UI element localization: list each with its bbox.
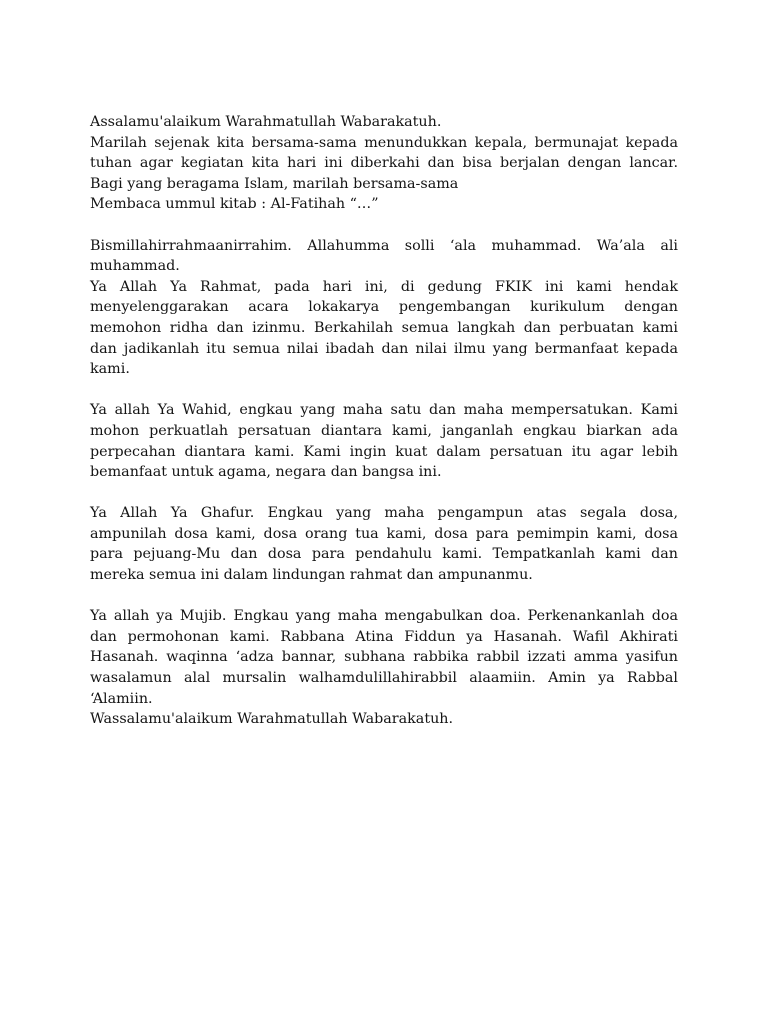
greeting-line: Assalamu'alaikum Warahmatullah Wabarakatuh. — [90, 114, 442, 130]
paragraph-wahid — [90, 400, 678, 482]
paragraph-line: Ya allah ya Mujib. Engkau yang maha mengabulkan doa. Perkenankanlah doa — [90, 608, 678, 625]
paragraph-line: dan jadikanlah itu semua nilai ibadah dan nilai ilmu yang bermanfaat kepada — [90, 340, 678, 357]
paragraph-line: perpecahan diantara kami. Kami ingin kuat dalam persatuan itu agar lebih — [90, 443, 678, 460]
paragraph-rahmat — [90, 236, 678, 380]
opening-block — [90, 112, 678, 215]
intro-line: Membaca ummul kitab : Al-Fatihah “…” — [90, 196, 379, 213]
paragraph-ghafur — [90, 503, 678, 585]
paragraph-mujib — [90, 606, 678, 730]
document-body — [90, 112, 678, 750]
intro-line: Marilah sejenak kita bersama-sama menundukkan kepala, bermunajat kepada — [90, 134, 678, 151]
paragraph-line: ‘Alamiin. — [90, 690, 153, 707]
paragraph-line: ampunilah dosa kami, dosa orang tua kami, dosa para pemimpin kami, dosa — [90, 525, 678, 542]
paragraph-line: para pejuang-Mu dan dosa para pendahulu kami. Tempatkanlah kami dan — [90, 546, 678, 563]
paragraph-line: Ya Allah Ya Ghafur. Engkau yang maha pengampun atas segala dosa, — [90, 505, 678, 522]
paragraph-line: Hasanah. waqinna ‘adza bannar, subhana rabbika rabbil izzati amma yasifun — [90, 649, 678, 666]
paragraph-line: dan permohonan kami. Rabbana Atina Fiddun ya Hasanah. Wafil Akhirati — [90, 628, 678, 645]
closing-greeting: Wassalamu'alaikum Warahmatullah Wabarakatuh. — [90, 711, 454, 728]
intro-line: Bagi yang beragama Islam, marilah bersama-sama — [90, 175, 459, 192]
paragraph-line: mereka semua ini dalam lindungan rahmat dan ampunanmu. — [90, 567, 533, 584]
paragraph-line: menyelenggarakan acara lokakarya pengembangan kurikulum dengan — [90, 299, 678, 316]
paragraph-line: kami. — [90, 361, 130, 378]
paragraph-line: mohon perkuatlah persatuan diantara kami, janganlah engkau biarkan ada — [90, 422, 678, 439]
intro-line: tuhan agar kegiatan kita hari ini diberkahi dan bisa berjalan dengan lancar. — [90, 155, 678, 172]
paragraph-line: Ya allah Ya Wahid, engkau yang maha satu dan maha mempersatukan. Kami — [90, 402, 678, 419]
paragraph-line: Bismillahirrahmaanirrahim. Allahumma solli ‘ala muhammad. Wa’ala ali — [90, 237, 678, 254]
paragraph-line: wasalamun alal mursalin walhamdulillahirabbil alaamiin. Amin ya Rabbal — [90, 670, 678, 687]
paragraph-line: bemanfaat untuk agama, negara dan bangsa ini. — [90, 464, 442, 481]
paragraph-line: memohon ridha dan izinmu. Berkahilah semua langkah dan perbuatan kami — [90, 319, 678, 336]
paragraph-line: muhammad. — [90, 258, 180, 275]
paragraph-line: Ya Allah Ya Rahmat, pada hari ini, di gedung FKIK ini kami hendak — [90, 278, 678, 295]
